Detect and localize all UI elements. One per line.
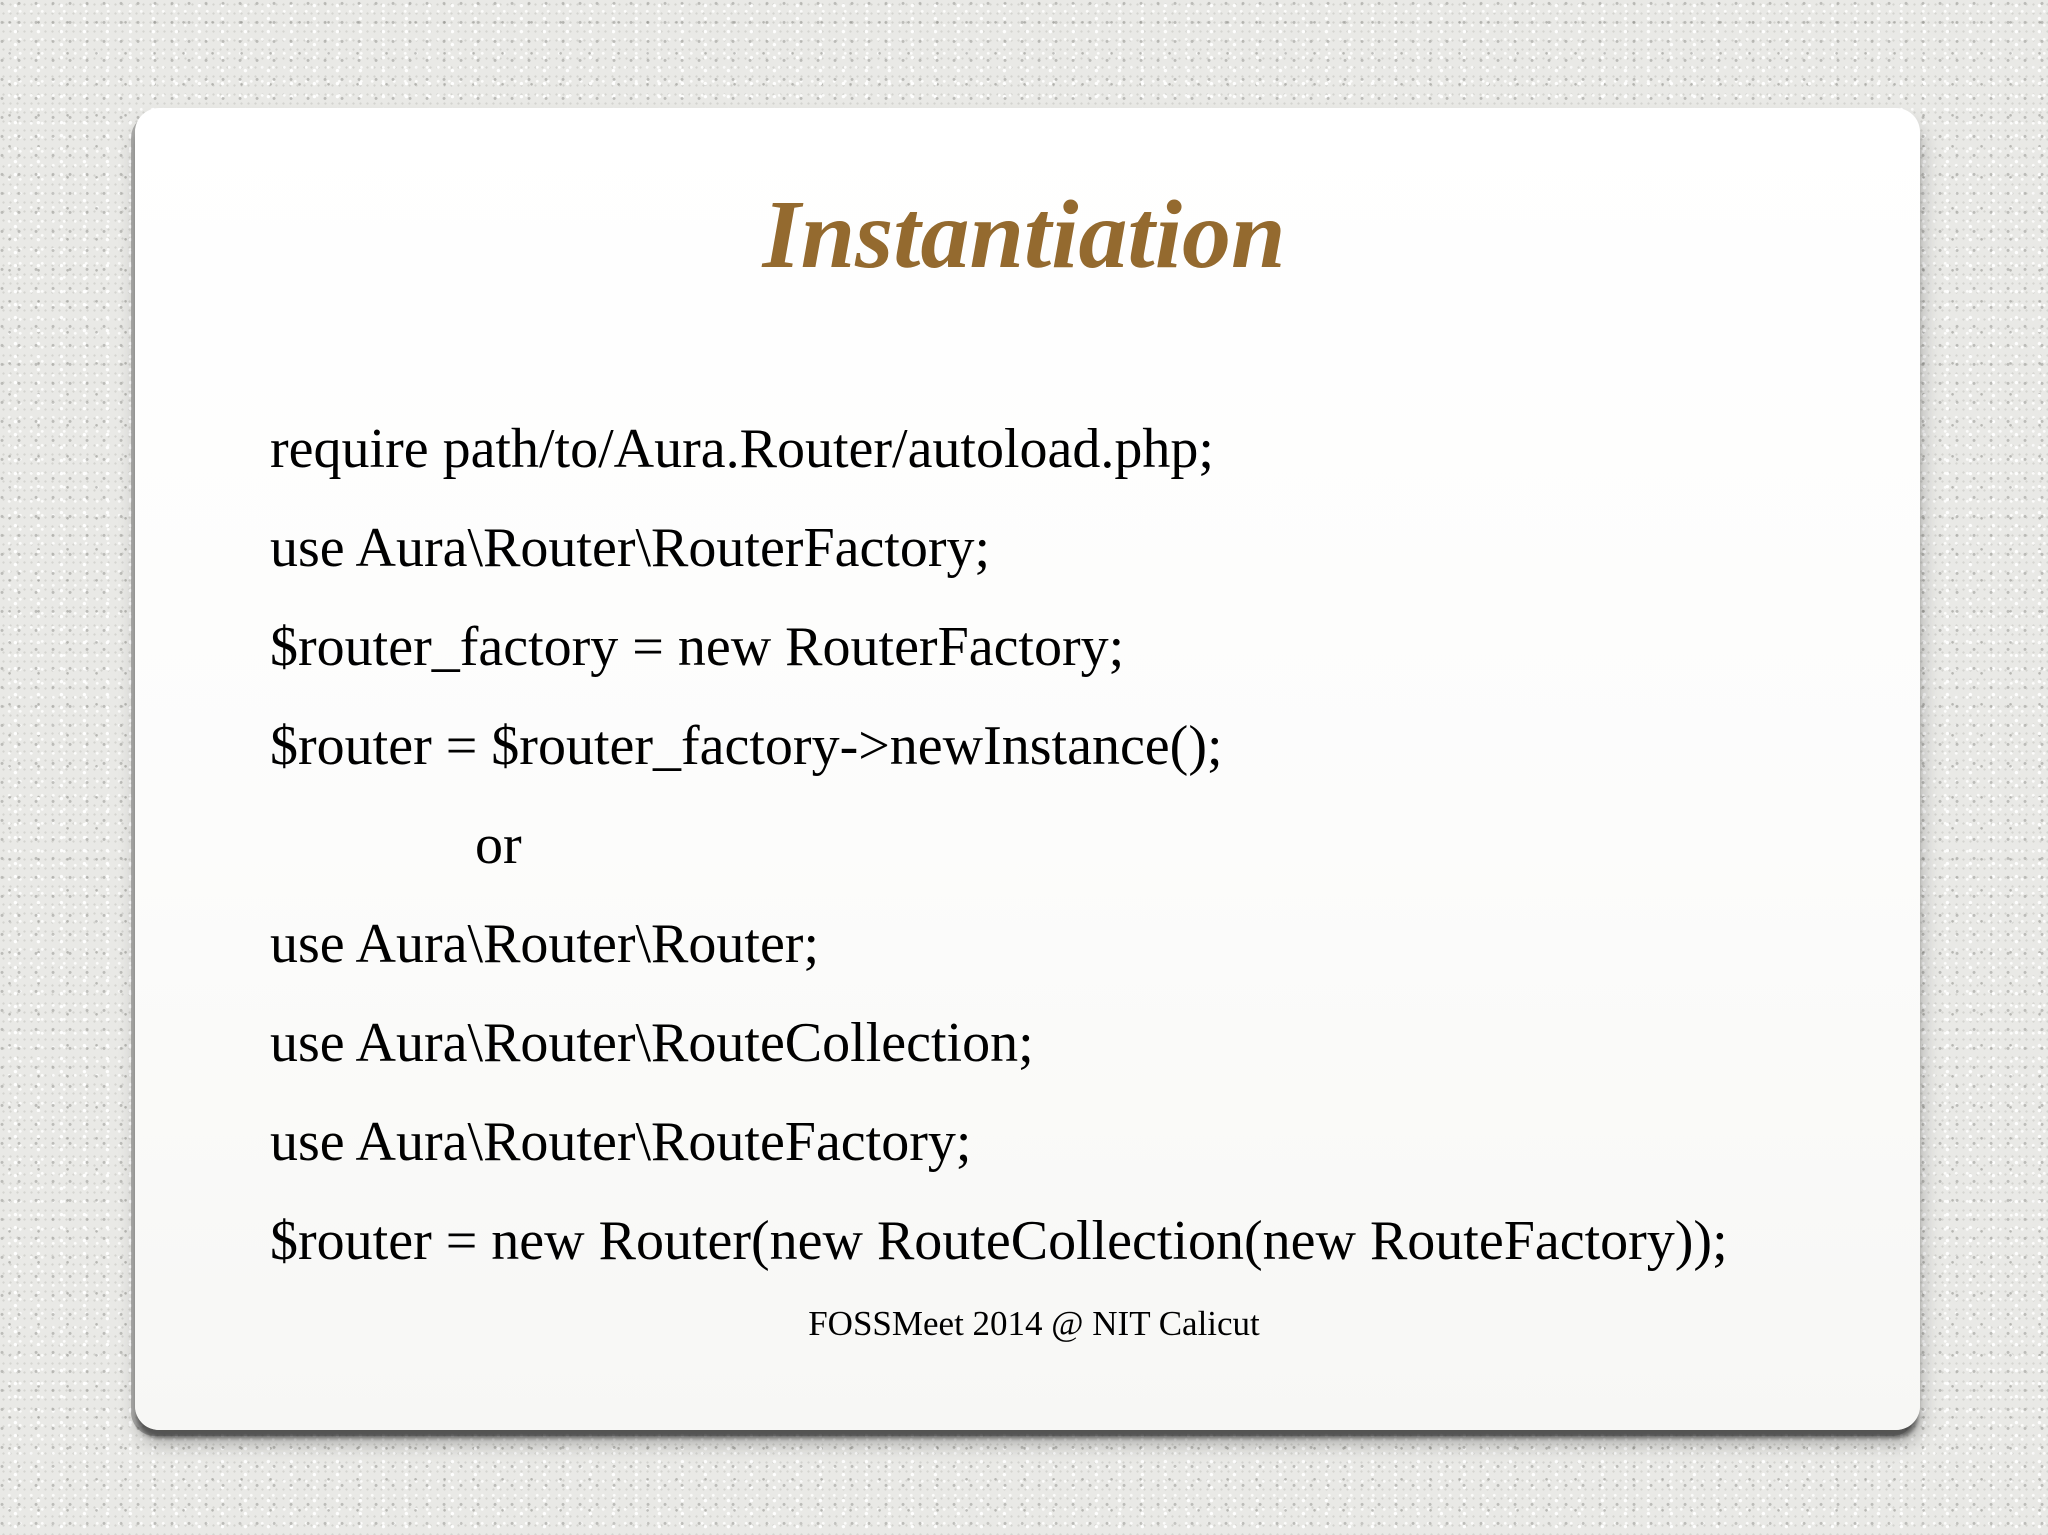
code-line-use-route-collection: use Aura\Router\RouteCollection;	[270, 1012, 1034, 1074]
code-line-router-new-instance: $router = $router_factory->newInstance();	[270, 715, 1223, 777]
code-line-require: require path/to/Aura.Router/autoload.php;	[270, 418, 1214, 480]
slide-footer: FOSSMeet 2014 @ NIT Calicut	[808, 1304, 1260, 1343]
code-line-router-factory-new: $router_factory = new RouterFactory;	[270, 616, 1125, 678]
code-line-use-route-factory: use Aura\Router\RouteFactory;	[270, 1111, 972, 1173]
code-line-or: or	[475, 814, 522, 876]
code-line-use-router-factory: use Aura\Router\RouterFactory;	[270, 517, 991, 579]
code-line-use-router: use Aura\Router\Router;	[270, 913, 820, 975]
code-block	[270, 414, 1728, 1305]
code-line-router-new: $router = new Router(new RouteCollection(new RouteFactory));	[270, 1210, 1728, 1272]
slide-title: Instantiation	[762, 181, 1286, 289]
